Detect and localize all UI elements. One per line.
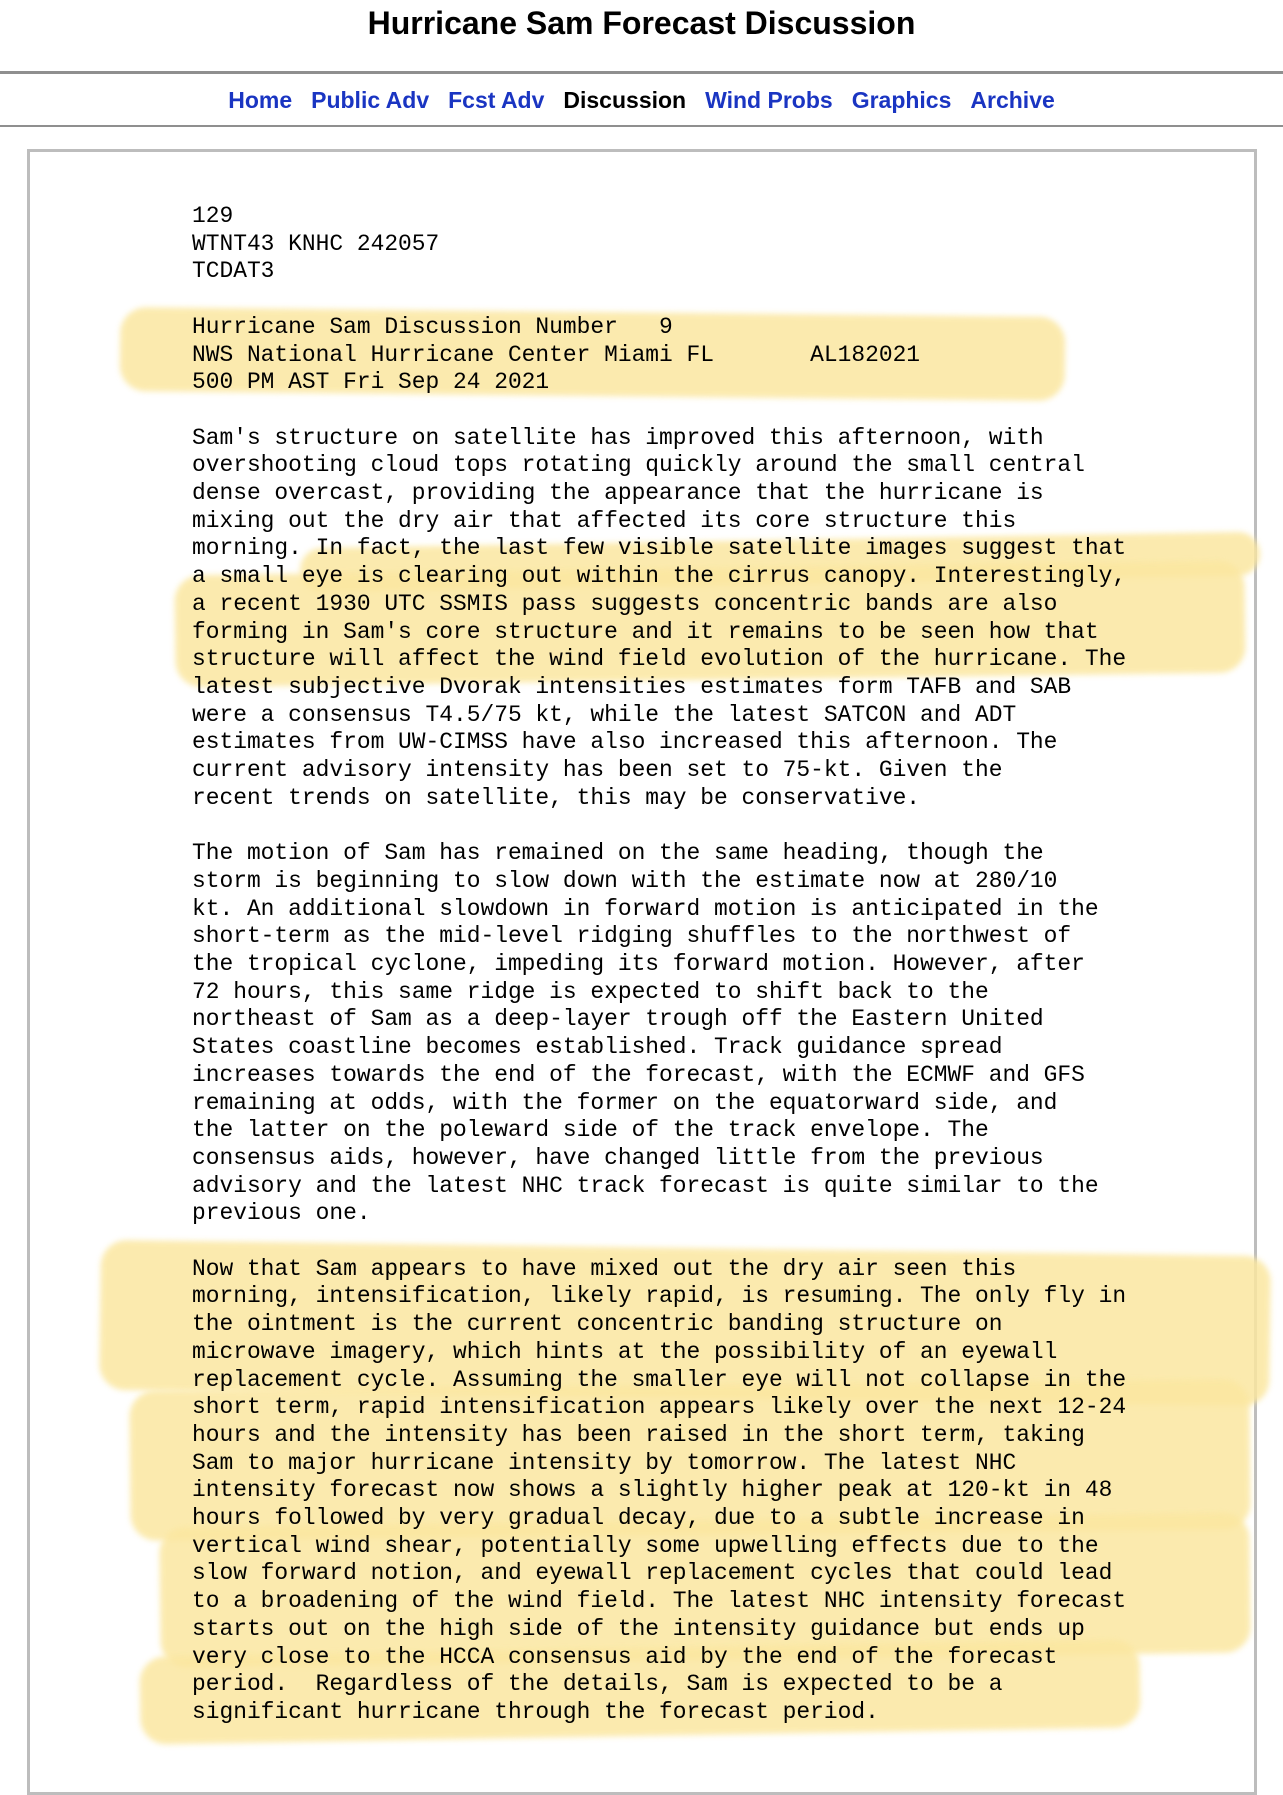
header-divider (0, 71, 1283, 74)
page-title: Hurricane Sam Forecast Discussion (367, 5, 916, 41)
nav-link-fcst-adv[interactable]: Fcst Adv (448, 86, 545, 113)
nav-link-wind-probs[interactable]: Wind Probs (705, 86, 833, 113)
nav-link-graphics[interactable]: Graphics (851, 86, 952, 113)
nav-bar (0, 78, 1283, 122)
nav-link-home[interactable]: Home (228, 86, 293, 113)
discussion-text: 129 WTNT43 KNHC 242057 TCDAT3 Hurricane Sam Discussion Number 9 NWS National Hurricane Center Miami FL AL182021 500 PM AST Fri Sep 24 2021 Sam's structure on satellite has improved this afternoon, with overshooting cloud tops rotating quickly around the small central dense overcast, providing the appearance that the hurricane is mixing out the dry air that affected its core structure this morning. In fact, the last few visible satellite images suggest that a small eye is clearing out within the cirrus canopy. Interestingly, a recent 1930 UTC SSMIS pass suggests concentric bands are also forming in Sam's core structure and it remains to be seen how that structure will affect the wind field evolution of the hurricane. The latest subjective Dvorak intensities estimates form TAFB and SAB were a consensus T4.5/75 kt, while the latest SATCON and ADT estimates from UW-CIMSS have also increased this afternoon. The current advisory intensity has been set to 75-kt. Given the recent trends on satellite, this may be conservative. The motion of Sam has remained on the same heading, though the storm is beginning to slow down with the estimate now at 280/10 kt. An additional slowdown in forward motion is anticipated in the short-term as the mid-level ridging shuffles to the northwest of the tropical cyclone, impeding its forward motion. However, after 72 hours, this same ridge is expected to shift back to the northeast of Sam as a deep-layer trough off the Eastern United States coastline becomes established. Track guidance spread increases towards the end of the forecast, with the ECMWF and GFS remaining at odds, with the former on the equatorward side, and the latter on the poleward side of the track envelope. The consensus aids, however, have changed little from the previous advisory and the latest NHC track forecast is quite similar to the previous one. Now that Sam appears to have mixed out the dry air seen this morning, intensification, likely rapid, is resuming. The only fly in the ointment is the current concentric banding structure on microwave imagery, which hints at the possibility of an eyewall replacement cycle. Assuming the smaller eye will not collapse in the short term, rapid intensification appears likely over the next 12-24 hours and the intensity has been raised in the short term, taking Sam to major hurricane intensity by tomorrow. The latest NHC intensity forecast now shows a slightly higher peak at 120-kt in 48 hours followed by very gradual decay, due to a subtle increase in vertical wind shear, potentially some upwelling effects due to the slow forward notion, and eyewall replacement cycles that could lead to a broadening of the wind field. The latest NHC intensity forecast starts out on the high side of the intensity guidance but ends up very close to the HCCA consensus aid by the end of the forecast period. Regardless of the details, Sam is expected to be a significant hurricane through the forecast period. (192, 203, 1127, 1725)
nav-link-public-adv[interactable]: Public Adv (311, 86, 430, 113)
nav-link-archive[interactable]: Archive (970, 86, 1055, 113)
nav-item-discussion-current: Discussion (563, 86, 687, 113)
nav-divider (0, 125, 1283, 127)
